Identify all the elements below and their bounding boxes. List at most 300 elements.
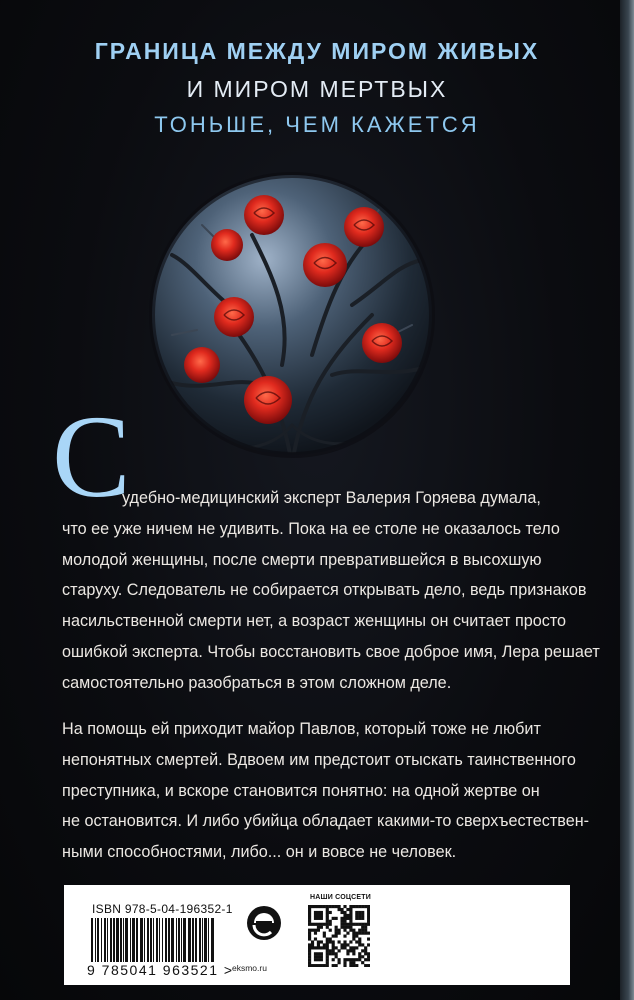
qr-module	[352, 932, 355, 935]
qr-module	[335, 935, 338, 938]
social-networks-label: НАШИ СОЦСЕТИ	[310, 894, 371, 901]
qr-module	[314, 955, 317, 958]
spine-edge	[620, 0, 634, 1000]
qr-module	[346, 914, 349, 917]
qr-module	[335, 932, 338, 935]
qr-module	[332, 952, 335, 955]
qr-module	[335, 905, 338, 908]
qr-module	[364, 932, 367, 935]
qr-module	[367, 958, 370, 961]
qr-module	[346, 932, 349, 935]
barcode-bar	[176, 918, 177, 962]
qr-module	[332, 943, 335, 946]
blurb-paragraph-2	[62, 714, 590, 868]
qr-module	[358, 917, 361, 920]
qr-module	[343, 923, 346, 926]
qr-module	[335, 929, 338, 932]
qr-module	[343, 926, 346, 929]
qr-module	[361, 923, 364, 926]
barcode-digits: 9 785041 963521 >	[87, 962, 234, 978]
qr-module	[349, 905, 352, 908]
qr-module	[314, 958, 317, 961]
text-line: ошибкой эксперта. Чтобы восстановить свое доброе имя, Лера решает	[62, 642, 600, 661]
tagline-line-1: ГРАНИЦА МЕЖДУ МИРОМ ЖИВЫХ	[94, 38, 540, 64]
qr-module	[349, 940, 352, 943]
qr-module	[340, 911, 343, 914]
qr-module	[323, 946, 326, 949]
qr-module	[311, 923, 314, 926]
qr-module	[338, 929, 341, 932]
qr-module	[308, 920, 311, 923]
text-line: старуху. Следователь не собирается открывать дело, ведь признаков	[62, 581, 587, 600]
tagline-line-2: И МИРОМ МЕРТВЫХ	[186, 76, 448, 102]
qr-module	[349, 923, 352, 926]
qr-module	[367, 920, 370, 923]
qr-module	[323, 905, 326, 908]
qr-module	[361, 932, 364, 935]
qr-module	[308, 943, 311, 946]
drop-cap-letter: С	[52, 391, 131, 522]
qr-module	[308, 952, 311, 955]
qr-module	[332, 946, 335, 949]
barcode-bar	[95, 918, 96, 962]
qr-module	[317, 940, 320, 943]
text-line: молодой женщины, после смерти превратившейся в высохшую	[62, 550, 542, 569]
qr-module	[326, 958, 329, 961]
qr-module	[364, 929, 367, 932]
qr-module	[343, 911, 346, 914]
qr-module	[367, 905, 370, 908]
qr-module	[308, 955, 311, 958]
qr-module	[358, 955, 361, 958]
barcode-bar	[178, 918, 180, 962]
qr-module	[311, 964, 314, 967]
qr-module	[343, 914, 346, 917]
qr-module	[308, 964, 311, 967]
qr-module	[308, 911, 311, 914]
qr-module	[317, 952, 320, 955]
qr-module	[346, 949, 349, 952]
qr-module	[355, 911, 358, 914]
qr-module	[352, 958, 355, 961]
qr-module	[349, 949, 352, 952]
qr-code-icon[interactable]	[308, 905, 370, 967]
qr-module	[308, 914, 311, 917]
qr-module	[311, 929, 314, 932]
qr-module	[349, 911, 352, 914]
qr-module	[317, 926, 320, 929]
qr-module	[358, 911, 361, 914]
text-line: непонятных смертей. Вдвоем им предстоит отыскать таинственного	[62, 750, 576, 769]
qr-module	[317, 958, 320, 961]
text-line: удебно-медицинский эксперт Валерия Горяева думала,	[122, 489, 541, 507]
qr-module	[329, 920, 332, 923]
qr-module	[352, 946, 355, 949]
qr-module	[308, 946, 311, 949]
qr-module	[317, 929, 320, 932]
qr-module	[349, 946, 352, 949]
qr-module	[367, 923, 370, 926]
qr-module	[329, 923, 332, 926]
eksmo-logo-icon	[244, 895, 284, 955]
qr-module	[361, 961, 364, 964]
qr-module	[335, 964, 338, 967]
qr-module	[361, 917, 364, 920]
text-line: преступника, и вскоре становится понятно: на одной жертве он	[62, 781, 540, 800]
qr-module	[320, 914, 323, 917]
qr-module	[326, 952, 329, 955]
barcode-bar	[202, 918, 203, 962]
qr-module	[346, 926, 349, 929]
qr-module	[308, 923, 311, 926]
qr-module	[311, 943, 314, 946]
tagline-line-3: ТОНЬШЕ, ЧЕМ КАЖЕТСЯ	[154, 112, 480, 137]
qr-module	[314, 905, 317, 908]
qr-module	[314, 911, 317, 914]
qr-module	[367, 952, 370, 955]
barcode-bar	[181, 918, 182, 962]
qr-module	[314, 929, 317, 932]
qr-module	[314, 937, 317, 940]
barcode-bar	[91, 918, 93, 962]
barcode-bar	[104, 918, 106, 962]
text-line: насильственной смерти нет, а возраст женщины он считает просто	[62, 612, 567, 631]
qr-module	[326, 920, 329, 923]
qr-module	[349, 961, 352, 964]
qr-module	[329, 929, 332, 932]
qr-module	[338, 905, 341, 908]
qr-module	[343, 935, 346, 938]
blurb-paragraph-1	[62, 483, 600, 699]
qr-module	[311, 940, 314, 943]
qr-module	[314, 923, 317, 926]
qr-module	[349, 914, 352, 917]
qr-module	[352, 964, 355, 967]
qr-module	[358, 952, 361, 955]
barcode-bar	[110, 918, 112, 962]
qr-module	[332, 940, 335, 943]
qr-module	[367, 914, 370, 917]
text-line: не остановится. И либо убийца обладает какими-то сверхъестествен-	[62, 812, 590, 831]
barcode-bar	[188, 918, 191, 962]
qr-module	[308, 937, 311, 940]
qr-module	[308, 917, 311, 920]
barcode-bar	[132, 918, 135, 962]
qr-module	[314, 917, 317, 920]
qr-module	[355, 917, 358, 920]
barcode-bar	[120, 918, 122, 962]
qr-module	[349, 958, 352, 961]
qr-module	[343, 905, 346, 908]
barcode-panel	[64, 885, 570, 985]
qr-module	[326, 917, 329, 920]
qr-module	[317, 955, 320, 958]
qr-module	[332, 949, 335, 952]
qr-module	[355, 958, 358, 961]
barcode-bar	[156, 918, 158, 962]
qr-module	[340, 917, 343, 920]
qr-module	[338, 908, 341, 911]
qr-module	[364, 964, 367, 967]
qr-module	[320, 911, 323, 914]
qr-module	[340, 946, 343, 949]
qr-module	[361, 926, 364, 929]
qr-module	[352, 929, 355, 932]
qr-module	[323, 943, 326, 946]
barcode-bar	[101, 918, 102, 962]
qr-module	[335, 926, 338, 929]
qr-module	[355, 923, 358, 926]
barcode-bar	[162, 918, 163, 962]
qr-module	[320, 917, 323, 920]
qr-module	[361, 905, 364, 908]
qr-module	[346, 908, 349, 911]
qr-module	[308, 949, 311, 952]
qr-module	[338, 958, 341, 961]
qr-module	[320, 923, 323, 926]
qr-module	[349, 908, 352, 911]
qr-module	[349, 917, 352, 920]
barcode-bar	[199, 918, 201, 962]
qr-module	[317, 943, 320, 946]
qr-module	[346, 952, 349, 955]
qr-module	[355, 932, 358, 935]
qr-module	[352, 937, 355, 940]
qr-module	[332, 935, 335, 938]
qr-module	[340, 923, 343, 926]
qr-module	[320, 926, 323, 929]
qr-module	[323, 935, 326, 938]
qr-module	[326, 949, 329, 952]
qr-module	[343, 961, 346, 964]
qr-module	[349, 920, 352, 923]
qr-module	[343, 929, 346, 932]
barcode-bar	[171, 918, 174, 962]
barcode-bar	[130, 918, 131, 962]
qr-module	[352, 961, 355, 964]
text-line: ными способностями, либо... он и вовсе не человек.	[62, 843, 457, 862]
qr-module	[367, 911, 370, 914]
qr-module	[326, 908, 329, 911]
qr-module	[338, 932, 341, 935]
qr-module	[332, 958, 335, 961]
qr-module	[326, 914, 329, 917]
qr-module	[326, 911, 329, 914]
text-line: самостоятельно разобраться в этом сложном деле.	[62, 673, 452, 692]
qr-module	[326, 943, 329, 946]
barcode-bar	[165, 918, 167, 962]
qr-module	[326, 923, 329, 926]
qr-module	[361, 911, 364, 914]
qr-module	[358, 940, 361, 943]
qr-module	[340, 908, 343, 911]
barcode-bar	[168, 918, 170, 962]
barcode-bar	[195, 918, 197, 962]
qr-module	[332, 964, 335, 967]
qr-module	[320, 958, 323, 961]
qr-module	[355, 940, 358, 943]
qr-module	[346, 923, 349, 926]
qr-module	[335, 952, 338, 955]
barcode-bar	[192, 918, 194, 962]
qr-module	[317, 905, 320, 908]
qr-module	[338, 940, 341, 943]
qr-module	[317, 911, 320, 914]
rose-medallion-illustration	[142, 165, 442, 465]
qr-module	[308, 935, 311, 938]
barcode-bar	[147, 918, 149, 962]
qr-module	[349, 926, 352, 929]
qr-module	[332, 905, 335, 908]
qr-module	[352, 949, 355, 952]
text-line: что ее уже ничем не удивить. Пока на ее столе не оказалось тело	[62, 519, 560, 538]
qr-module	[308, 961, 311, 964]
publisher-url[interactable]: eksmo.ru	[232, 963, 267, 973]
qr-module	[352, 935, 355, 938]
barcode-bar	[136, 918, 138, 962]
qr-module	[308, 929, 311, 932]
qr-module	[346, 958, 349, 961]
qr-module	[367, 937, 370, 940]
barcode-bar	[208, 918, 209, 962]
qr-module	[343, 943, 346, 946]
qr-module	[320, 964, 323, 967]
qr-module	[364, 926, 367, 929]
qr-module	[346, 917, 349, 920]
qr-module	[343, 964, 346, 967]
qr-module	[335, 946, 338, 949]
barcode-bar	[150, 918, 152, 962]
barcode-bar	[113, 918, 115, 962]
qr-module	[326, 926, 329, 929]
qr-module	[355, 946, 358, 949]
qr-module	[349, 964, 352, 967]
barcode	[89, 918, 217, 962]
qr-module	[358, 958, 361, 961]
qr-module	[361, 929, 364, 932]
qr-module	[326, 940, 329, 943]
qr-module	[367, 908, 370, 911]
qr-module	[340, 920, 343, 923]
barcode-bar	[159, 918, 160, 962]
qr-module	[367, 964, 370, 967]
barcode-bar	[153, 918, 154, 962]
qr-module	[358, 905, 361, 908]
qr-module	[343, 920, 346, 923]
qr-module	[317, 923, 320, 926]
text-line: На помощь ей приходит майор Павлов, который тоже не любит	[62, 720, 541, 738]
qr-module	[326, 961, 329, 964]
qr-module	[364, 923, 367, 926]
qr-module	[352, 952, 355, 955]
qr-module	[326, 937, 329, 940]
qr-module	[314, 946, 317, 949]
qr-module	[343, 940, 346, 943]
barcode-bar	[204, 918, 207, 962]
qr-module	[329, 949, 332, 952]
qr-module	[308, 932, 311, 935]
qr-module	[358, 937, 361, 940]
qr-module	[364, 952, 367, 955]
qr-module	[314, 964, 317, 967]
qr-module	[358, 914, 361, 917]
barcode-bar	[123, 918, 124, 962]
qr-module	[329, 952, 332, 955]
barcode-bar	[144, 918, 145, 962]
qr-module	[314, 932, 317, 935]
qr-module	[340, 943, 343, 946]
qr-module	[352, 905, 355, 908]
qr-module	[367, 917, 370, 920]
qr-module	[338, 961, 341, 964]
qr-module	[367, 932, 370, 935]
qr-module	[320, 946, 323, 949]
qr-module	[361, 949, 364, 952]
qr-module	[343, 946, 346, 949]
isbn-label: ISBN 978-5-04-196352-1	[92, 902, 233, 916]
qr-module	[311, 946, 314, 949]
qr-module	[355, 905, 358, 908]
qr-module	[323, 964, 326, 967]
qr-module	[311, 905, 314, 908]
barcode-bar	[107, 918, 108, 962]
qr-module	[364, 949, 367, 952]
qr-module	[343, 958, 346, 961]
qr-module	[320, 952, 323, 955]
qr-module	[352, 923, 355, 926]
qr-module	[332, 917, 335, 920]
qr-module	[343, 917, 346, 920]
barcode-bar	[140, 918, 143, 962]
barcode-bar	[125, 918, 128, 962]
qr-module	[364, 958, 367, 961]
barcode-bar	[116, 918, 119, 962]
qr-module	[361, 955, 364, 958]
barcode-bar	[211, 918, 214, 962]
qr-module	[329, 911, 332, 914]
qr-module	[314, 952, 317, 955]
qr-module	[358, 923, 361, 926]
qr-module	[317, 917, 320, 920]
qr-module	[320, 940, 323, 943]
qr-module	[317, 964, 320, 967]
qr-module	[323, 932, 326, 935]
qr-module	[358, 943, 361, 946]
qr-module	[349, 929, 352, 932]
qr-module	[317, 946, 320, 949]
qr-module	[364, 905, 367, 908]
qr-module	[355, 914, 358, 917]
qr-module	[367, 943, 370, 946]
qr-module	[355, 935, 358, 938]
qr-module	[320, 905, 323, 908]
qr-module	[329, 905, 332, 908]
barcode-bar	[183, 918, 186, 962]
qr-module	[326, 946, 329, 949]
qr-module	[335, 955, 338, 958]
qr-module	[355, 964, 358, 967]
qr-module	[308, 908, 311, 911]
qr-module	[367, 955, 370, 958]
qr-module	[326, 964, 329, 967]
qr-module	[361, 914, 364, 917]
qr-module	[329, 937, 332, 940]
qr-module	[340, 926, 343, 929]
qr-module	[314, 914, 317, 917]
barcode-bar	[97, 918, 99, 962]
qr-module	[308, 905, 311, 908]
qr-module	[358, 929, 361, 932]
